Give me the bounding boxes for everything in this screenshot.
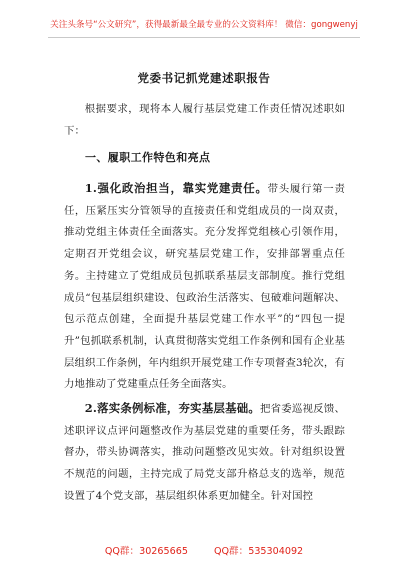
intro-paragraph: 根据要求，现将本人履行基层党建工作责任情况述职如下： [64,103,345,137]
paragraph-1 [64,178,345,396]
paragraph-2 [64,398,345,508]
paragraph-2-lead: 2.落实条例标准，夯实基层基础。 [84,401,260,415]
footer-qq-group-1: QQ群：30265665 [104,546,188,557]
section-heading-1: 一、履职工作特色和亮点 [85,151,211,164]
paragraph-1-body: 带头履行第一责任，压紧压实分管领导的直接责任和党组成员的一岗双责，推动党组主体责任全面落实。充分发挥党组核心引领作用，定期召开党组会议，研究基层党建工作，安排部署重点任务。主持建立了党组成员包抓联系基层支部制度。推行党组成员“包基层组织建设、包政治生活落实、包破难问题解决、包示范点创建，全面提升基层党建工作水平”的“四包一提升”包抓联系机制，认真贯彻落实党组工作条例和国有企业基层组织工作条例，年内组织开展党建工作专项督查3轮次，有力地推动了党建重点任务全面落实。 [64,183,345,391]
document-title: 党委书记抓党建述职报告 [137,71,271,85]
paragraph-2-body: 把省委巡视反馈、述职评议点评问题整改作为基层党建的重要任务，带头跟踪督办，带头协调落实，推动问题整改见实效。针对组织设置不规范的问题，主持完成了局党支部升格总支的选举，规范设置了4个党支部，基层组织体系更加健全。针对国控 [64,403,345,502]
footer-contact [0,545,408,559]
paragraph-1-lead: 1.强化政治担当，靠实党建责任。 [84,181,268,195]
header-divider [48,37,360,38]
footer-qq-group-2: QQ群：535304092 [213,546,304,557]
header-promo-note: 关注头条号“公文研究”，获得最新最全最专业的公文资料库！ 微信：gongwenyj [50,20,358,30]
